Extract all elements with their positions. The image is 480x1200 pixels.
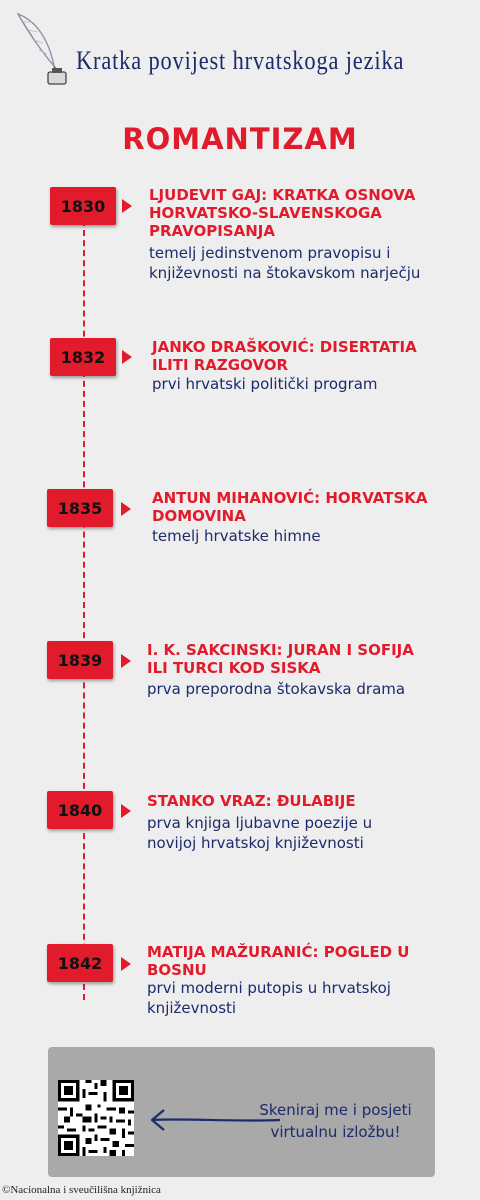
pointer-arrow-icon	[121, 502, 131, 516]
event-description: prvi hrvatski politički program	[152, 375, 378, 393]
section-heading: ROMANTIZAM	[122, 122, 358, 156]
year-badge: 1839	[47, 641, 113, 679]
year-badge: 1842	[47, 944, 113, 982]
pointer-arrow-icon	[121, 957, 131, 971]
qr-panel	[48, 1047, 435, 1177]
year-badge: 1830	[50, 187, 116, 225]
event-description: temelj jedinstvenom pravopisu i književnosti na štokavskom narječju	[149, 244, 421, 282]
event-title: I. K. SAKCINSKI: JURAN I SOFIJA ILI TURCI KOD SISKA	[147, 641, 414, 677]
copyright-notice: ©Nacionalna i sveučilišna knjižnica	[2, 1184, 161, 1196]
event-description: prva knjiga ljubavne poezije u novijoj hrvatskoj književnosti	[147, 814, 373, 852]
event-title: JANKO DRAŠKOVIĆ: DISERTATIA ILITI RAZGOVOR	[152, 338, 417, 374]
year-badge: 1835	[47, 489, 113, 527]
qr-call-to-action: Skeniraj me i posjeti virtualnu izložbu!	[259, 1101, 412, 1141]
timeline-line	[83, 220, 85, 1000]
event-description: prvi moderni putopis u hrvatskoj književnosti	[147, 979, 391, 1017]
pointer-arrow-icon	[122, 350, 132, 364]
quill-inkwell-icon	[14, 10, 74, 88]
event-description: prva preporodna štokavska drama	[147, 680, 406, 698]
pointer-arrow-icon	[121, 804, 131, 818]
pointer-arrow-icon	[122, 199, 132, 213]
event-title: ANTUN MIHANOVIĆ: HORVATSKA DOMOVINA	[152, 489, 428, 525]
event-title: STANKO VRAZ: ĐULABIJE	[147, 792, 356, 810]
page-title: Kratka povijest hrvatskoga jezika	[76, 46, 405, 75]
year-badge: 1832	[50, 338, 116, 376]
event-title: LJUDEVIT GAJ: KRATKA OSNOVA HORVATSKO-SLAVENSKOGA PRAVOPISANJA	[149, 186, 416, 240]
year-badge: 1840	[47, 791, 113, 829]
pointer-arrow-icon	[121, 654, 131, 668]
qr-code-icon[interactable]	[58, 1080, 134, 1156]
event-description: temelj hrvatske himne	[152, 527, 321, 545]
event-title: MATIJA MAŽURANIĆ: POGLED U BOSNU	[147, 943, 410, 979]
